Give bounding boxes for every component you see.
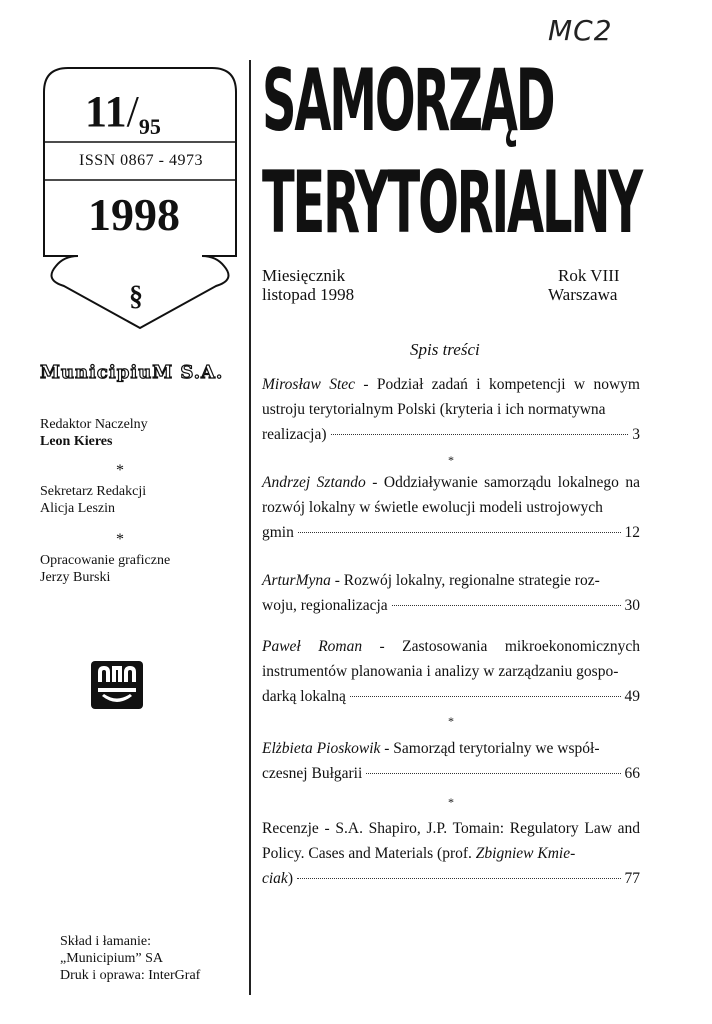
staff-name: Leon Kieres [40,434,113,449]
separator-star: * [448,453,454,467]
separator-star: * [448,795,454,809]
toc-page: 66 [624,765,640,782]
staff-secretary [40,483,146,517]
toc-author: Andrzej Sztando [262,474,366,491]
handwritten-note: MC2 [548,14,613,47]
credits-line: Skład i łamanie: [60,934,151,949]
publisher-logo-icon [90,660,144,710]
toc-title-text: - Samorząd terytorialny we współ- [380,740,600,757]
staff-role: Opracowanie graficzne [40,553,171,568]
toc-author: Zbigniew Kmie- [475,845,576,862]
separator-star: * [116,531,124,548]
publication-frequency [262,266,354,304]
issue-number-main: 11 [85,87,127,136]
toc-title-text: Recenzje - S.A. Shapiro, J.P. Tomain: Regulatory Law and Policy. Cases and Materials (prof. [262,820,640,862]
toc-title-end: gmin [262,524,294,541]
year: 1998 [88,189,180,240]
toc-entry [262,568,640,618]
publisher-name: MunicipiuM S.A. [40,362,224,383]
staff-name: Jerzy Burski [40,570,111,585]
credits-line: „Municipium” SA [60,951,164,966]
toc-page: 49 [624,688,640,705]
toc-page: 12 [624,524,640,541]
credits-line: Druk i oprawa: InterGraf [60,968,201,983]
staff-graphics [40,552,170,586]
issue-number-sub: 95 [138,114,161,139]
frequency: Miesięcznik [262,266,346,285]
toc-title-end: darką lokalną [262,688,346,705]
issue-month: listopad 1998 [262,285,355,304]
city: Warszawa [548,285,618,304]
toc-entry [262,634,640,709]
toc-page: 77 [624,870,640,887]
toc-title-text: - Podział zadań i kompetencji w nowym ustroju terytorialnym Polski (kryteria i ich normatywna [262,376,640,418]
toc-title-end: ) [287,870,293,887]
separator-star: * [116,462,124,479]
toc-title-text: - Oddziaływanie samorządu lokalnego na rozwój lokalny w świetle ewolucji modeli ustrojowych [262,474,640,516]
issue-number: $11/_{95}$ [85,87,161,139]
toc-entry [262,372,640,447]
issn: ISSN 0867 - 4973 [79,152,204,169]
toc-author-end: ciak [262,870,288,887]
section-sign: § [129,281,143,312]
staff-editor [40,416,148,450]
toc-title-end: woju, regionalizacja [262,597,388,614]
toc-author: Elżbieta Pioskowik [262,740,381,757]
toc-page: 3 [632,426,640,443]
separator-star: * [448,714,454,728]
toc-title-text: - Zastosowania mikroekonomicznych instrumentów planowania i analizy w zarządzaniu gospo- [262,638,641,680]
staff-name: Alicja Leszin [40,501,116,516]
volume-info [548,266,620,304]
toc-title: Spis treści [410,340,480,359]
staff-role: Sekretarz Redakcji [40,484,147,499]
masthead-line-1: SAMORZĄD [262,51,554,151]
toc-entry [262,816,640,891]
toc-author: Mirosław Stec [262,376,356,393]
toc-page: 30 [624,597,640,614]
staff-role: Redaktor Naczelny [40,417,148,432]
masthead-line-2: TERYTORIALNY [262,153,641,253]
volume: Rok VIII [558,266,620,285]
toc-title-end: realizacja) [262,426,327,443]
toc-author: ArturMyna [262,572,331,589]
toc-title-end: czesnej Bułgarii [262,765,363,782]
column-divider [249,60,251,995]
toc-author: Paweł Roman [262,638,363,655]
credits [60,933,200,984]
toc-entry [262,470,640,545]
toc-title-text: - Rozwój lokalny, regionalne strategie roz- [330,572,600,589]
toc-entry [262,736,640,786]
